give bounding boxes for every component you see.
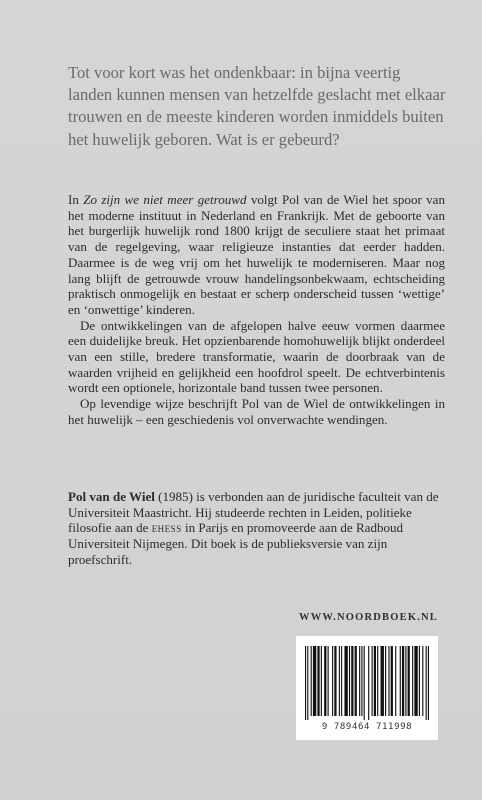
barcode-bar bbox=[355, 646, 357, 716]
barcode-bar bbox=[307, 646, 308, 720]
barcode-bar bbox=[426, 646, 427, 720]
author-name: Pol van de Wiel bbox=[68, 489, 155, 504]
barcode-bar bbox=[324, 646, 326, 716]
barcode-bar bbox=[402, 646, 404, 716]
book-title: Zo zijn we niet meer getrouwd bbox=[83, 192, 247, 207]
barcode-bar bbox=[428, 646, 429, 720]
school-name: ehess bbox=[151, 520, 182, 536]
blurb: Tot voor kort was het ondenkbaar: in bijna veertig landen kunnen mensen van hetzelfde geslacht met elkaar trouwen en de meeste kinderen worden inmiddels buiten het huwelijk geboren. Wat is er gebeurd? bbox=[68, 63, 446, 149]
barcode-bar bbox=[395, 646, 396, 716]
barcode-bar bbox=[400, 646, 401, 716]
publisher-website: WWW.NOORDBOEK.NL bbox=[299, 612, 438, 623]
barcode-bar bbox=[313, 646, 316, 716]
barcode-bar bbox=[351, 646, 353, 716]
barcode-bar bbox=[419, 646, 420, 716]
barcode-bar bbox=[349, 646, 350, 716]
barcode-bar bbox=[341, 646, 342, 716]
paragraph-rest: volgt Pol van de Wiel het spoor van het moderne instituut in Nederland en Frankrijk. Met de geboorte van het burgerlijk huwelijk rond 1800 krijgt de seculiere staat het primaat van de regelgeving, waar religieuze instanties dat eerder hadden. Daarmee is de weg vrij om het huwelijk te moderniseren. Maar nog lang blijft de getrouwde vrouw handelingsonbekwaam, echtscheiding praktisch onmogelijk en bestaat er scherp onderscheid tussen ‘wettige’ en ‘onwettige’ kinderen. bbox=[68, 192, 445, 317]
barcode-bar bbox=[332, 646, 333, 716]
barcode-bar bbox=[317, 646, 319, 716]
barcode-bar bbox=[359, 646, 360, 716]
barcode-bar bbox=[405, 646, 406, 716]
barcode-bar bbox=[412, 646, 413, 716]
bio-part-1: (1985) is verbonden aan de juridische faculteit van de Universiteit Maastricht. Hij studeerde rechten in Leiden, politieke filosofie aan de bbox=[68, 489, 439, 536]
barcode bbox=[296, 636, 438, 740]
description bbox=[68, 192, 445, 428]
barcode-bar bbox=[372, 646, 373, 716]
barcode-bar bbox=[305, 646, 306, 720]
description-paragraph-3: Op levendige wijze beschrijft Pol van de Wiel de ontwikkelingen in het huwelijk – een geschiedenis vol onverwachte wendingen. bbox=[68, 396, 445, 427]
author-bio bbox=[68, 489, 445, 568]
barcode-bar bbox=[339, 646, 340, 716]
barcode-bar bbox=[368, 646, 369, 720]
barcode-bar bbox=[381, 646, 384, 716]
description-paragraph-1 bbox=[68, 192, 445, 318]
paragraph-intro: In bbox=[68, 192, 84, 207]
barcode-bar bbox=[422, 646, 423, 716]
barcode-bar bbox=[361, 646, 362, 716]
barcode-bar bbox=[344, 646, 347, 716]
barcode-bar bbox=[388, 646, 389, 716]
barcode-bar bbox=[377, 646, 378, 716]
description-paragraph-2: De ontwikkelingen van de afgelopen halve eeuw vormen daarmee een duidelijke breuk. Het opzienbarende homohuwelijk blijkt onderdeel van een stille, bredere transformatie, waarin de doorbraak van de waarden vrijheid en gelijkheid een hoofdrol speelt. De echtverbintenis wordt een optionele, horizontale band tussen twee personen. bbox=[68, 317, 445, 396]
barcode-bar bbox=[334, 646, 336, 716]
isbn-number: 9 789464 711998 bbox=[321, 722, 413, 732]
barcode-bar bbox=[385, 646, 386, 716]
barcode-bar bbox=[321, 646, 322, 716]
barcode-bar bbox=[414, 646, 417, 716]
barcode-bar bbox=[364, 646, 365, 720]
barcode-bar bbox=[311, 646, 312, 716]
barcode-bar bbox=[328, 646, 329, 716]
barcode-bars bbox=[305, 646, 429, 720]
bio-part-2: in Parijs en promoveerde aan de Radboud Universiteit Nijmegen. Dit boek is de publieksversie van zijn proefschrift. bbox=[68, 520, 404, 567]
barcode-bar bbox=[391, 646, 393, 716]
barcode-bar bbox=[408, 646, 410, 716]
barcode-bar bbox=[374, 646, 376, 716]
